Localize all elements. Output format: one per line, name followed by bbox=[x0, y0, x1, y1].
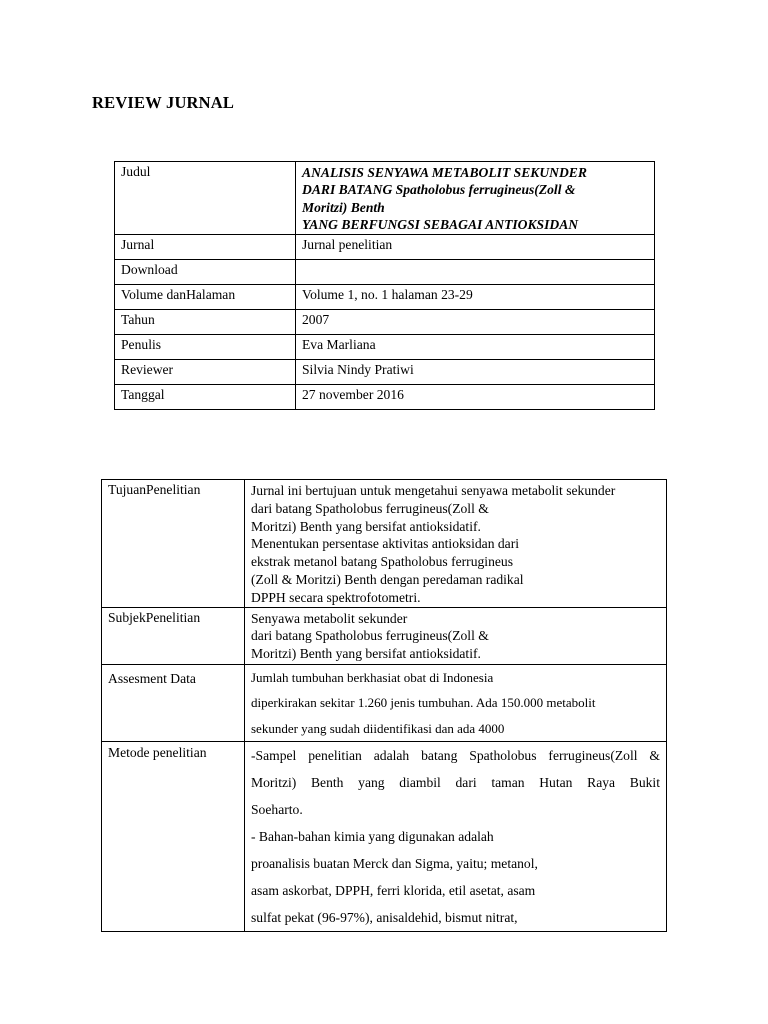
text-line: Moritzi) Benth yang bersifat antioksidatif. bbox=[251, 518, 481, 534]
title-line: ANALISIS SENYAWA METABOLIT SEKUNDER bbox=[302, 165, 587, 180]
text-line: DPPH secara spektrofotometri. bbox=[251, 589, 421, 605]
row-value bbox=[245, 664, 667, 742]
table-row bbox=[102, 607, 667, 664]
row-value: Jurnal penelitian bbox=[296, 234, 655, 259]
row-label: Reviewer bbox=[115, 359, 296, 384]
row-label: Volume danHalaman bbox=[115, 284, 296, 309]
row-value bbox=[296, 259, 655, 284]
page-title: REVIEW JURNAL bbox=[92, 93, 235, 112]
table-row bbox=[115, 359, 655, 384]
text-line: dari batang Spatholobus ferrugineus(Zoll & bbox=[251, 500, 489, 516]
review-detail-table bbox=[101, 479, 667, 932]
row-label: TujuanPenelitian bbox=[102, 480, 245, 608]
text-line: sekunder yang sudah diidentifikasi dan ada 4000 bbox=[251, 720, 505, 736]
table-row bbox=[115, 259, 655, 284]
text-line: Menentukan persentase aktivitas antioksidan dari bbox=[251, 536, 520, 552]
text-line: Moritzi) Benth yang diambil dari taman Hutan Raya Bukit bbox=[251, 775, 660, 791]
row-value bbox=[245, 607, 667, 664]
row-label: Jurnal bbox=[115, 234, 296, 259]
journal-info-table bbox=[114, 161, 655, 410]
table-row bbox=[102, 742, 667, 932]
table-row bbox=[115, 284, 655, 309]
row-value: Silvia Nindy Pratiwi bbox=[296, 359, 655, 384]
text-line: proanalisis buatan Merck dan Sigma, yaitu; metanol, bbox=[251, 856, 538, 872]
text-line: Moritzi) Benth yang bersifat antioksidatif. bbox=[251, 646, 481, 662]
title-line: DARI BATANG Spatholobus ferrugineus(Zoll & bbox=[302, 182, 576, 198]
journal-title-cell bbox=[296, 162, 655, 235]
row-label: SubjekPenelitian bbox=[102, 607, 245, 664]
row-label: Tahun bbox=[115, 309, 296, 334]
row-value: Eva Marliana bbox=[296, 334, 655, 359]
text-line: - Bahan-bahan kimia yang digunakan adalah bbox=[251, 829, 494, 845]
text-line: Soeharto. bbox=[251, 802, 303, 818]
table-row bbox=[102, 664, 667, 742]
text-line: diperkirakan sekitar 1.260 jenis tumbuhan. Ada 150.000 metabolit bbox=[251, 695, 596, 711]
table-row bbox=[115, 384, 655, 409]
text-line: ekstrak metanol batang Spatholobus ferrugineus bbox=[251, 554, 513, 570]
text-line: Jumlah tumbuhan berkhasiat obat di Indonesia bbox=[251, 669, 494, 685]
row-label: Assesment Data bbox=[102, 664, 245, 742]
table-row bbox=[102, 480, 667, 608]
title-line: Moritzi) Benth bbox=[302, 199, 385, 215]
row-label: Metode penelitian bbox=[102, 742, 245, 932]
text-line: dari batang Spatholobus ferrugineus(Zoll & bbox=[251, 628, 489, 644]
title-line: YANG BERFUNGSI SEBAGAI ANTIOKSIDAN bbox=[302, 217, 579, 233]
text-line: asam askorbat, DPPH, ferri klorida, etil asetat, asam bbox=[251, 883, 536, 899]
row-value: Volume 1, no. 1 halaman 23-29 bbox=[296, 284, 655, 309]
text-line: sulfat pekat (96-97%), anisaldehid, bismut nitrat, bbox=[251, 910, 518, 926]
table-row bbox=[115, 234, 655, 259]
text-line: Jurnal ini bertujuan untuk mengetahui senyawa metabolit sekunder bbox=[251, 483, 616, 498]
text-line: (Zoll & Moritzi) Benth dengan peredaman radikal bbox=[251, 571, 524, 587]
row-value bbox=[245, 480, 667, 608]
row-label: Judul bbox=[115, 162, 296, 235]
table-row bbox=[115, 309, 655, 334]
text-line: -Sampel penelitian adalah batang Spatholobus ferrugineus(Zoll & bbox=[251, 748, 660, 764]
row-label: Download bbox=[115, 259, 296, 284]
row-label: Penulis bbox=[115, 334, 296, 359]
table-row bbox=[115, 162, 655, 235]
row-value: 2007 bbox=[296, 309, 655, 334]
row-value: 27 november 2016 bbox=[296, 384, 655, 409]
table-row bbox=[115, 334, 655, 359]
text-line: Senyawa metabolit sekunder bbox=[251, 610, 408, 626]
row-label: Tanggal bbox=[115, 384, 296, 409]
row-value bbox=[245, 742, 667, 932]
